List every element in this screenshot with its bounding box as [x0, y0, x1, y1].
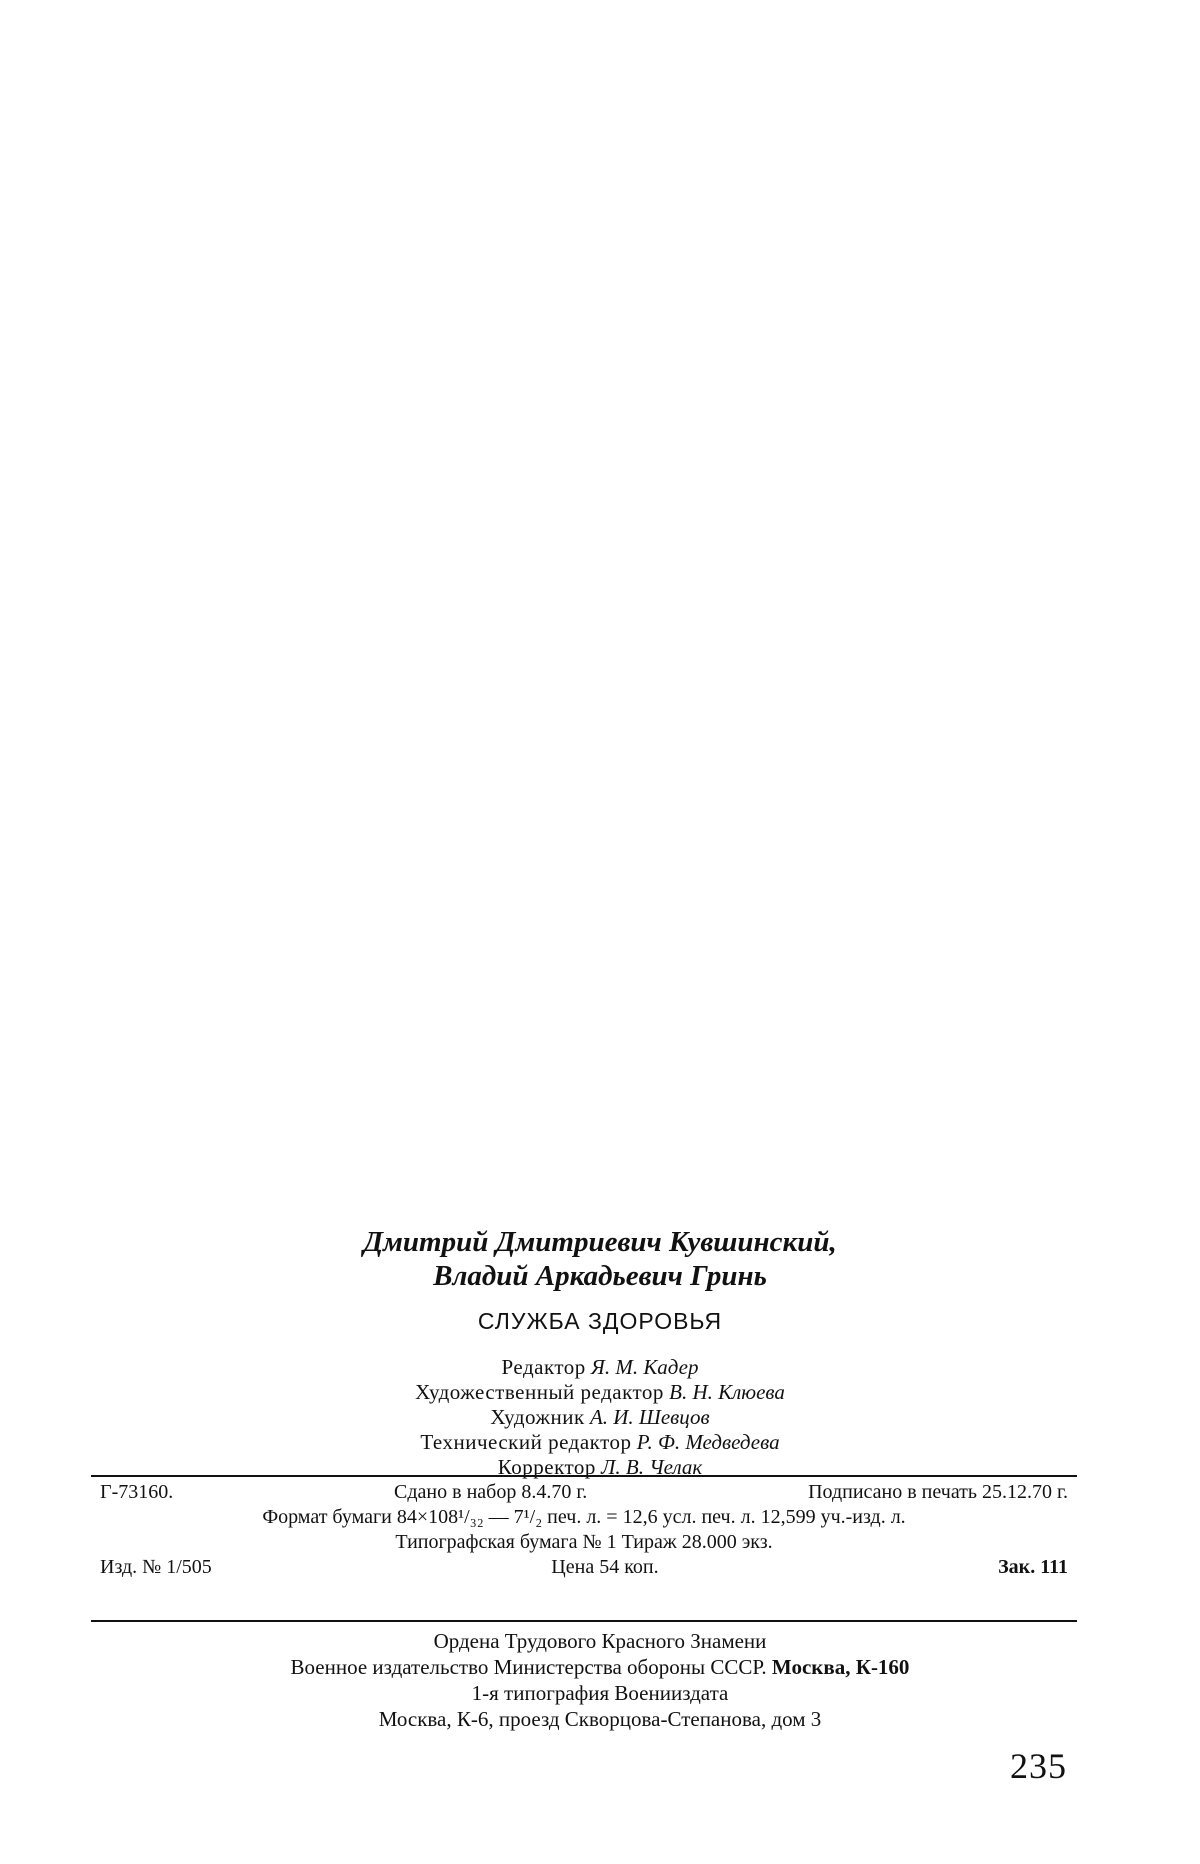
publisher-line-3: 1-я типография Военииздата	[471, 1681, 729, 1705]
page-number: 235	[1010, 1746, 1067, 1786]
credit-person: А. И. Шевцов	[589, 1405, 710, 1429]
divider-bottom	[91, 1620, 1077, 1622]
imprint-row-paper	[100, 1530, 1068, 1555]
publisher-line-4: Москва, К-6, проезд Скворцова-Степанова, дом 3	[378, 1707, 822, 1731]
credits-block	[0, 1355, 1200, 1480]
credit-role: Художник	[490, 1405, 585, 1429]
credit-person: В. Н. Клюева	[669, 1380, 785, 1404]
imprint-signed-date: Подписано в печать 25.12.70 г.	[808, 1481, 1068, 1503]
publisher-block	[0, 1628, 1200, 1732]
publisher-line-2	[0, 1654, 1200, 1680]
imprint-row-format	[100, 1505, 1068, 1530]
authors-block	[0, 1225, 1200, 1293]
credit-role: Художественный редактор	[415, 1380, 664, 1404]
imprint-edition-no: Изд. № 1/505	[100, 1556, 212, 1578]
author-line-1: Дмитрий Дмитриевич Кувшинский,	[363, 1226, 837, 1258]
imprint-row-edition	[100, 1555, 1068, 1580]
imprint-price: Цена 54 коп.	[551, 1556, 659, 1578]
credit-tech-editor	[0, 1430, 1200, 1455]
imprint-order: Зак. 111	[998, 1556, 1068, 1578]
credit-role: Корректор	[497, 1455, 596, 1479]
credit-person: Л. В. Челак	[601, 1455, 703, 1479]
credit-person: Р. Ф. Медведева	[636, 1430, 780, 1454]
credit-role: Технический редактор	[420, 1430, 632, 1454]
imprint-block	[100, 1480, 1068, 1580]
credit-art-editor	[0, 1380, 1200, 1405]
divider-top	[91, 1475, 1077, 1477]
imprint-format: Формат бумаги 84×108¹/₃₂ — 7¹/₂ печ. л. = 12,6 усл. печ. л. 12,599 уч.-изд. л.	[262, 1506, 906, 1528]
credit-artist	[0, 1405, 1200, 1430]
author-line-2: Владий Аркадьевич Гринь	[433, 1260, 767, 1292]
credit-person: Я. М. Кадер	[591, 1355, 699, 1379]
publisher-line-1: Ордена Трудового Красного Знамени	[433, 1629, 767, 1653]
publisher-city: Москва, К-160	[771, 1655, 910, 1679]
imprint-code: Г-73160.	[100, 1481, 174, 1503]
book-title: СЛУЖБА ЗДОРОВЬЯ	[477, 1308, 723, 1334]
imprint-typeset-date: Сдано в набор 8.4.70 г.	[394, 1481, 588, 1503]
credit-editor	[0, 1355, 1200, 1380]
credit-role: Редактор	[501, 1355, 586, 1379]
imprint-paper-run: Типографская бумага № 1 Тираж 28.000 экз.	[395, 1531, 773, 1553]
imprint-row-dates	[100, 1480, 1068, 1505]
publisher-name: Военное издательство Министерства обороны СССР.	[290, 1655, 767, 1679]
